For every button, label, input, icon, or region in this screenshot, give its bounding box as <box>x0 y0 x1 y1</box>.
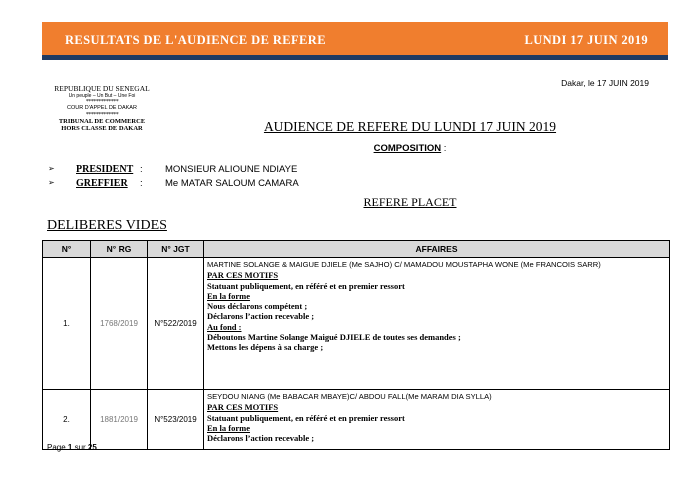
member-name: Me MATAR SALOUM CAMARA <box>165 178 299 189</box>
tribunal-name-line1: TRIBUNAL DE COMMERCE <box>58 117 146 125</box>
case-jgt: N°522/2019 <box>148 258 204 390</box>
case-details <box>204 390 670 450</box>
decision-line: Déclarons l’action recevable ; <box>207 433 315 444</box>
table-header-row <box>43 241 670 258</box>
header-banner <box>42 22 668 60</box>
case-parties: MARTINE SOLANGE & MAIGUE DJIELE (Me SAJHO) C/ MAMADOU MOUSTAPHA WONE (Me FRANCOIS SARR) <box>207 260 601 269</box>
national-motto: Un peuple – Un But – Une Foi <box>68 93 136 99</box>
tribunal-name-line2: HORS CLASSE DE DAKAR <box>61 125 143 133</box>
case-parties: SEYDOU NIANG (Me BABACAR MBAYE)C/ ABDOU FALL(Me MARAM DIA SYLLA) <box>207 392 492 401</box>
page-current: 1 <box>67 443 73 452</box>
document-date: Dakar, le 17 JUIN 2019 <box>561 78 649 88</box>
separator-stars: ************* <box>85 99 119 105</box>
decision-line: Déclarons l’action recevable ; <box>207 311 315 322</box>
col-header-affaires: AFFAIRES <box>204 241 670 258</box>
member-name: MONSIEUR ALIOUNE NDIAYE <box>165 164 298 175</box>
member-colon: : <box>140 164 143 175</box>
separator-stars: ************* <box>85 111 119 118</box>
table-row <box>43 390 670 450</box>
decision-line: Nous déclarons compétent ; <box>207 301 308 312</box>
col-header-jgt: N° JGT <box>148 241 204 258</box>
composition-line <box>150 143 670 154</box>
page-counter <box>47 443 97 452</box>
case-number: 2. <box>43 390 91 450</box>
cases-table <box>42 240 670 450</box>
republic-name: REPUBLIQUE DU SENEGAL <box>54 84 150 93</box>
case-jgt: N°523/2019 <box>148 390 204 450</box>
decision-heading: PAR CES MOTIFS <box>207 402 279 413</box>
arrow-bullet-icon: ➢ <box>48 178 55 187</box>
decision-line: Statuant publiquement, en référé et en premier ressort <box>207 280 405 291</box>
decision-line: Statuant publiquement, en référé et en premier ressort <box>207 412 405 423</box>
col-header-number: N° <box>43 241 91 258</box>
decision-heading: En la forme <box>207 290 250 301</box>
member-role: GREFFIER <box>76 178 128 189</box>
banner-title: RESULTATS DE L'AUDIENCE DE REFERE <box>65 33 326 47</box>
decision-heading: En la forme <box>207 422 250 433</box>
hearing-title: AUDIENCE DE REFERE DU LUNDI 17 JUIN 2019 <box>263 119 557 134</box>
banner-date: LUNDI 17 JUIN 2019 <box>524 33 648 47</box>
col-header-rg: N° RG <box>91 241 148 258</box>
court-letterhead <box>44 84 160 133</box>
court-name: COUR D'APPEL DE DAKAR <box>67 105 137 111</box>
member-role: PRESIDENT <box>76 164 134 175</box>
case-rg: 1881/2019 <box>91 390 148 450</box>
arrow-bullet-icon: ➢ <box>48 164 55 173</box>
procedure-title: REFERE PLACET <box>363 195 457 209</box>
decision-line: Déboutons Martine Solange Maigué DJIELE de toutes ses demandes ; <box>207 332 461 343</box>
composition-label: COMPOSITION <box>373 143 442 154</box>
decision-heading: Au fond : <box>207 321 242 332</box>
decision-line: Mettons les dépens à sa charge ; <box>207 342 324 353</box>
section-title: DELIBERES VIDES <box>47 218 167 233</box>
case-rg: 1768/2019 <box>91 258 148 390</box>
member-colon: : <box>140 178 143 189</box>
table-row <box>43 258 670 390</box>
page-prefix: Page <box>47 443 68 452</box>
composition-colon: : <box>441 143 447 154</box>
case-number: 1. <box>43 258 91 390</box>
decision-heading: PAR CES MOTIFS <box>207 270 279 281</box>
page-middle: sur <box>72 443 88 452</box>
case-details <box>204 258 670 390</box>
page-total: 25 <box>87 443 97 452</box>
